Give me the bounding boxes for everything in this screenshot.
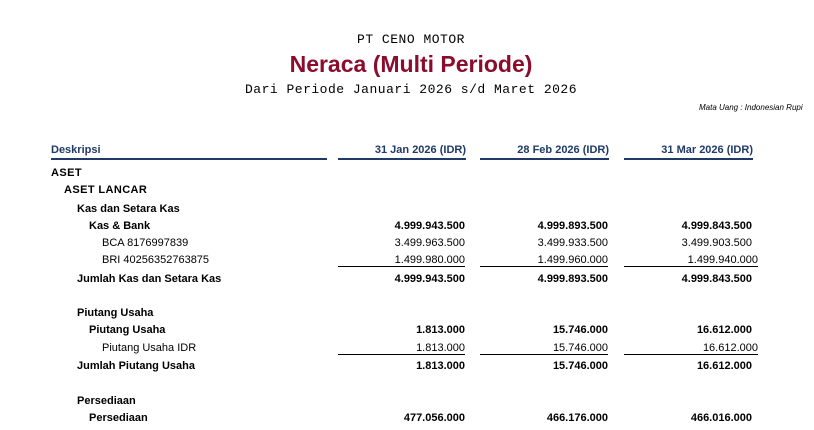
table-row-kas-bank xyxy=(0,220,814,237)
table-row-piutang-usaha xyxy=(0,324,814,341)
row-label: Jumlah Kas dan Setara Kas xyxy=(77,273,222,285)
table-row-persediaan-section xyxy=(0,395,814,412)
value-jan: 1.813.000 xyxy=(416,324,465,336)
value-feb: 3.499.933.500 xyxy=(537,237,608,249)
value-feb: 15.746.000 xyxy=(552,360,608,372)
value-mar: 4.999.843.500 xyxy=(681,220,752,232)
table-row-aset-lancar xyxy=(0,184,814,201)
column-header-jan: 31 Jan 2026 (IDR) xyxy=(338,144,466,160)
value-mar: 4.999.843.500 xyxy=(681,273,752,285)
value-jan: 1.813.000 xyxy=(416,360,465,372)
row-label: Piutang Usaha IDR xyxy=(102,342,197,354)
row-label: ASET xyxy=(51,167,82,179)
table-row-persediaan xyxy=(0,412,814,429)
value-jan: 4.999.943.500 xyxy=(394,220,465,232)
table-row-bri xyxy=(0,254,814,271)
value-jan: 4.999.943.500 xyxy=(394,273,465,285)
table-row-piutang-idr xyxy=(0,342,814,359)
table-row-total-piutang xyxy=(0,360,814,377)
value-feb: 4.999.893.500 xyxy=(537,273,608,285)
value-mar: 16.612.000 xyxy=(696,324,752,336)
value-mar: 16.612.000 xyxy=(624,342,758,355)
value-feb: 466.176.000 xyxy=(546,412,608,424)
value-jan: 1.813.000 xyxy=(338,342,465,355)
column-header-feb: 28 Feb 2026 (IDR) xyxy=(480,144,609,160)
row-label: Piutang Usaha xyxy=(77,307,154,319)
value-jan: 477.056.000 xyxy=(403,412,465,424)
value-jan: 3.499.963.500 xyxy=(394,237,465,249)
company-name: PT CENO MOTOR xyxy=(357,32,465,47)
value-mar: 3.499.903.500 xyxy=(681,237,752,249)
table-row-bca xyxy=(0,237,814,254)
column-header-mar: 31 Mar 2026 (IDR) xyxy=(624,144,753,160)
value-mar: 466.016.000 xyxy=(690,412,752,424)
row-label: ASET LANCAR xyxy=(64,184,148,196)
row-label: Jumlah Piutang Usaha xyxy=(77,360,195,372)
column-header-description: Deskripsi xyxy=(51,144,327,160)
table-row-kas-setara-kas xyxy=(0,203,814,220)
row-label: Persediaan xyxy=(77,395,136,407)
value-feb: 1.499.960.000 xyxy=(480,254,608,267)
report-period: Dari Periode Januari 2026 s/d Maret 2026 xyxy=(244,82,578,97)
value-feb: 4.999.893.500 xyxy=(537,220,608,232)
row-label: BCA 8176997839 xyxy=(102,237,189,249)
value-jan: 1.499.980.000 xyxy=(338,254,465,267)
table-row-total-kas xyxy=(0,273,814,290)
value-feb: 15.746.000 xyxy=(552,324,608,336)
report-title: Neraca (Multi Periode) xyxy=(289,51,533,77)
table-row-piutang-section xyxy=(0,307,814,324)
row-label: BRI 40256352763875 xyxy=(102,254,210,266)
table-row-aset xyxy=(0,167,814,184)
value-feb: 15.746.000 xyxy=(480,342,608,355)
value-mar: 1.499.940.000 xyxy=(624,254,758,267)
row-label: Piutang Usaha xyxy=(89,324,166,336)
currency-note: Mata Uang : Indonesian Rupi xyxy=(699,103,803,112)
row-label: Kas & Bank xyxy=(89,220,151,232)
row-label: Persediaan xyxy=(89,412,148,424)
value-mar: 16.612.000 xyxy=(696,360,752,372)
row-label: Kas dan Setara Kas xyxy=(77,203,180,215)
